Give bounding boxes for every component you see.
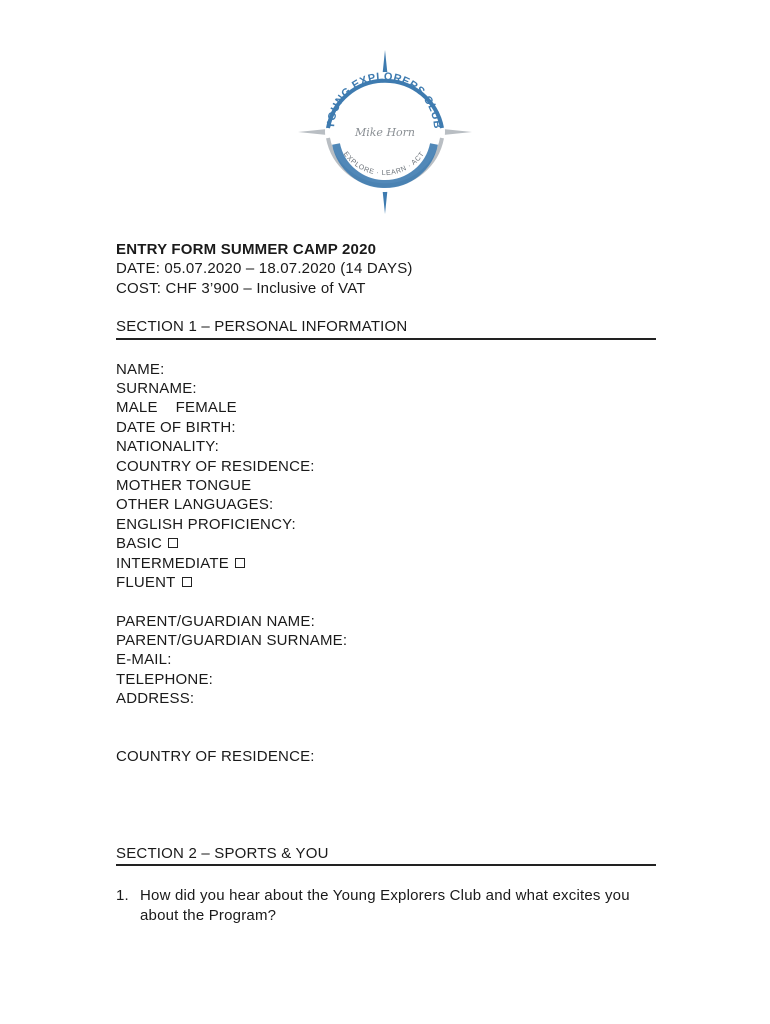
camp-dates: DATE: 05.07.2020 – 18.07.2020 (14 DAYS) xyxy=(116,260,413,278)
intermediate-label: INTERMEDIATE xyxy=(116,554,229,572)
gender-row xyxy=(116,398,656,417)
question-1-number: 1. xyxy=(116,887,129,905)
logo-signature: Mike Horn xyxy=(354,126,416,139)
question-1-text: How did you hear about the Young Explorers Club and what excites you about the Program? xyxy=(140,887,630,925)
section-2-heading: SECTION 2 – SPORTS & YOU xyxy=(116,844,656,866)
surname-label: SURNAME: xyxy=(116,380,197,398)
dob-label: DATE OF BIRTH: xyxy=(116,418,236,436)
intermediate-option xyxy=(116,554,656,573)
fluent-option xyxy=(116,573,656,592)
logo-motto: EXPLORE · LEARN · ACT xyxy=(341,150,427,178)
mother-tongue-label: MOTHER TONGUE xyxy=(116,477,252,495)
english-proficiency-label: ENGLISH PROFICIENCY: xyxy=(116,515,296,533)
nationality-label: NATIONALITY: xyxy=(116,438,219,456)
fluent-label: FLUENT xyxy=(116,574,176,592)
parent-name-label: PARENT/GUARDIAN NAME: xyxy=(116,612,315,630)
email-label: E-MAIL: xyxy=(116,651,172,669)
form-title: ENTRY FORM SUMMER CAMP 2020 xyxy=(116,241,377,258)
basic-label: BASIC xyxy=(116,535,163,553)
camp-cost: COST: CHF 3’900 – Inclusive of VAT xyxy=(116,279,366,297)
basic-option xyxy=(116,534,656,553)
young-explorers-club-logo xyxy=(296,48,474,216)
section-1-heading: SECTION 1 – PERSONAL INFORMATION xyxy=(116,317,656,339)
parent-country-label: COUNTRY OF RESIDENCE: xyxy=(116,747,315,765)
address-label: ADDRESS: xyxy=(116,690,195,708)
country-of-residence-label: COUNTRY OF RESIDENCE: xyxy=(116,457,315,475)
basic-checkbox[interactable] xyxy=(168,538,178,548)
entry-form xyxy=(116,240,656,926)
other-languages-label: OTHER LANGUAGES: xyxy=(116,496,274,514)
telephone-label: TELEPHONE: xyxy=(116,670,214,688)
name-label: NAME: xyxy=(116,360,165,378)
male-option: MALE xyxy=(116,399,158,417)
question-1 xyxy=(116,886,656,926)
logo-club-name: YOUNG EXPLORERS CLUB xyxy=(324,70,444,130)
fluent-checkbox[interactable] xyxy=(182,577,192,587)
parent-surname-label: PARENT/GUARDIAN SURNAME: xyxy=(116,631,348,649)
intermediate-checkbox[interactable] xyxy=(235,558,245,568)
female-option: FEMALE xyxy=(175,399,237,417)
